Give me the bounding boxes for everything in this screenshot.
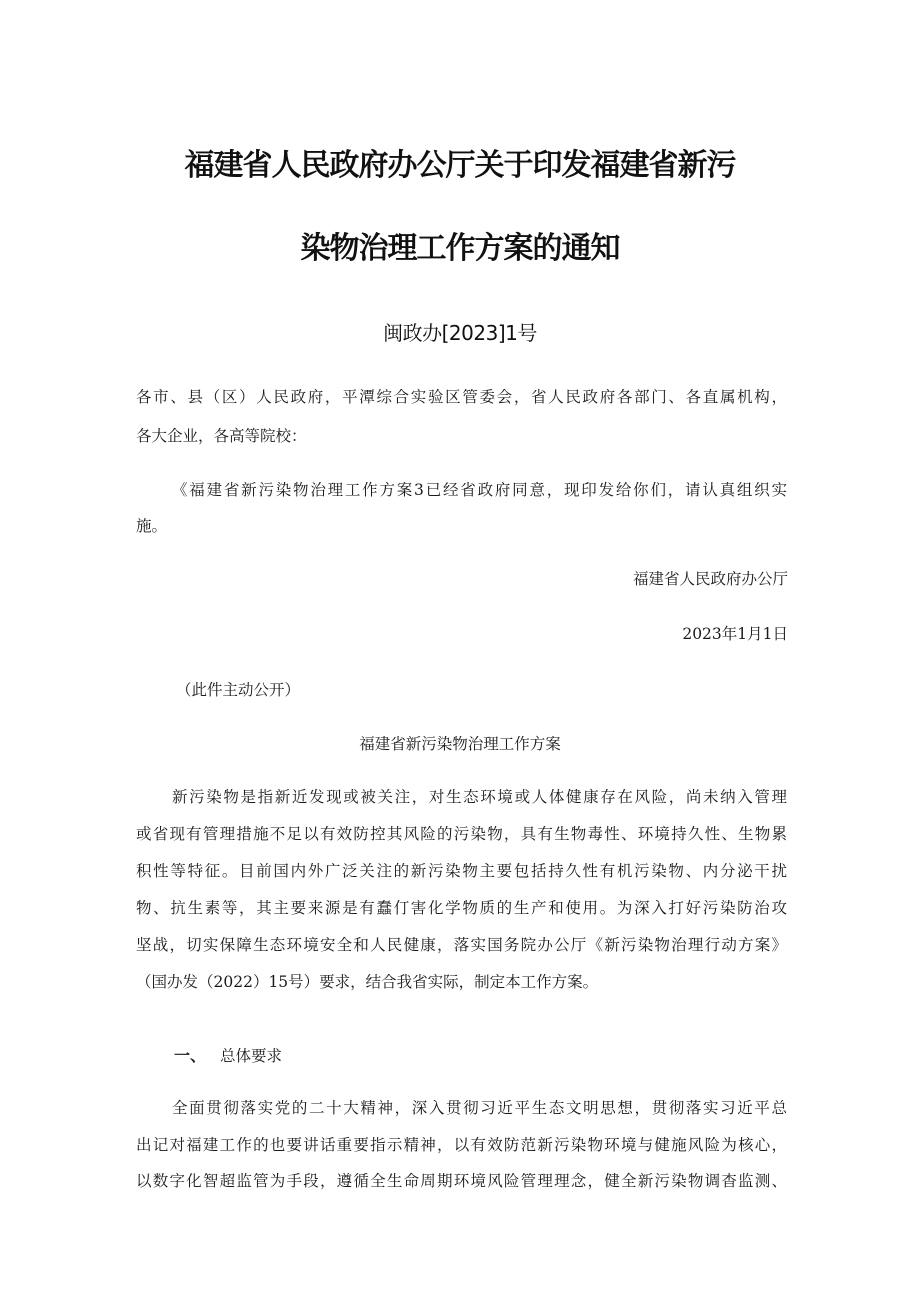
section-1-paragraph-line: 全面贯彻落实党的二十大精神，深入贯彻习近平生态文明思想，贯彻落实习近平总: [172, 1099, 787, 1117]
intro-paragraph-line: 积性等特征。目前国内外广泛关注的新污染物主要包括持久性有机污染物、内分泌干扰: [136, 862, 787, 880]
intro-paragraph-line: 物、抗生素等，其主要来源是有蠢仃害化学物质的生产和使用。为深入打好污染防治攻: [136, 899, 787, 917]
section-1-title: 总体要求: [220, 1047, 283, 1065]
intro-paragraph-line: 坚战，切实保障生态环境安全和人民健康，落实国务院办公厅《新污染物治理行动方案》: [136, 936, 787, 954]
intro-paragraph-line: （国办发（2022）15号）要求，结合我省实际，制定本工作方案。: [136, 973, 599, 991]
addressees-line-1: 各市、县（区）人民政府，平潭综合实验区管委会，省人民政府各部门、各直属机构，: [136, 388, 787, 406]
section-1-paragraph-line: 以数字化智超监管为手段，遵循全生命周期环境风险管理理念，健全新污染物调杳监测、: [136, 1172, 787, 1190]
intro-paragraph-line: 或省现有管理措施不足以有效防控其风险的污染物，具有生物毒性、环境持久性、生物累: [136, 825, 787, 843]
notice-line-1: 《福建省新污染物治理工作方案3已经省政府同意，现印发给你们，请认真组织实: [172, 481, 787, 499]
section-1-heading: [174, 1043, 282, 1066]
addressees-line-2: 各大企业，各高等院校：: [136, 427, 307, 445]
plan-title: 福建省新污染物治理工作方案: [359, 735, 561, 753]
section-1-number: 一、: [174, 1046, 207, 1065]
disclosure-note: （此件主动公开）: [176, 681, 301, 699]
document-number: 闽政办[2023]1号: [383, 321, 537, 345]
issue-date: 2023年1月1日: [682, 625, 788, 643]
document-title-line-2: 染物治理工作方案的通知: [300, 231, 620, 266]
issuer-signature: 福建省人民政府办公厅: [632, 570, 788, 588]
intro-paragraph-line: 新污染物是指新近发现或被关注，对生态环境或人体健康存在风险，尚未纳入管理: [172, 788, 787, 806]
section-1-paragraph-line: 出记对福建工作的也要讲话重要指示精神，以有效防范新污染物环境与健施风险为核心，: [136, 1136, 787, 1154]
document-title-line-1: 福建省人民政府办公厅关于印发福建省新污: [184, 148, 736, 183]
notice-line-2: 施。: [136, 517, 168, 535]
